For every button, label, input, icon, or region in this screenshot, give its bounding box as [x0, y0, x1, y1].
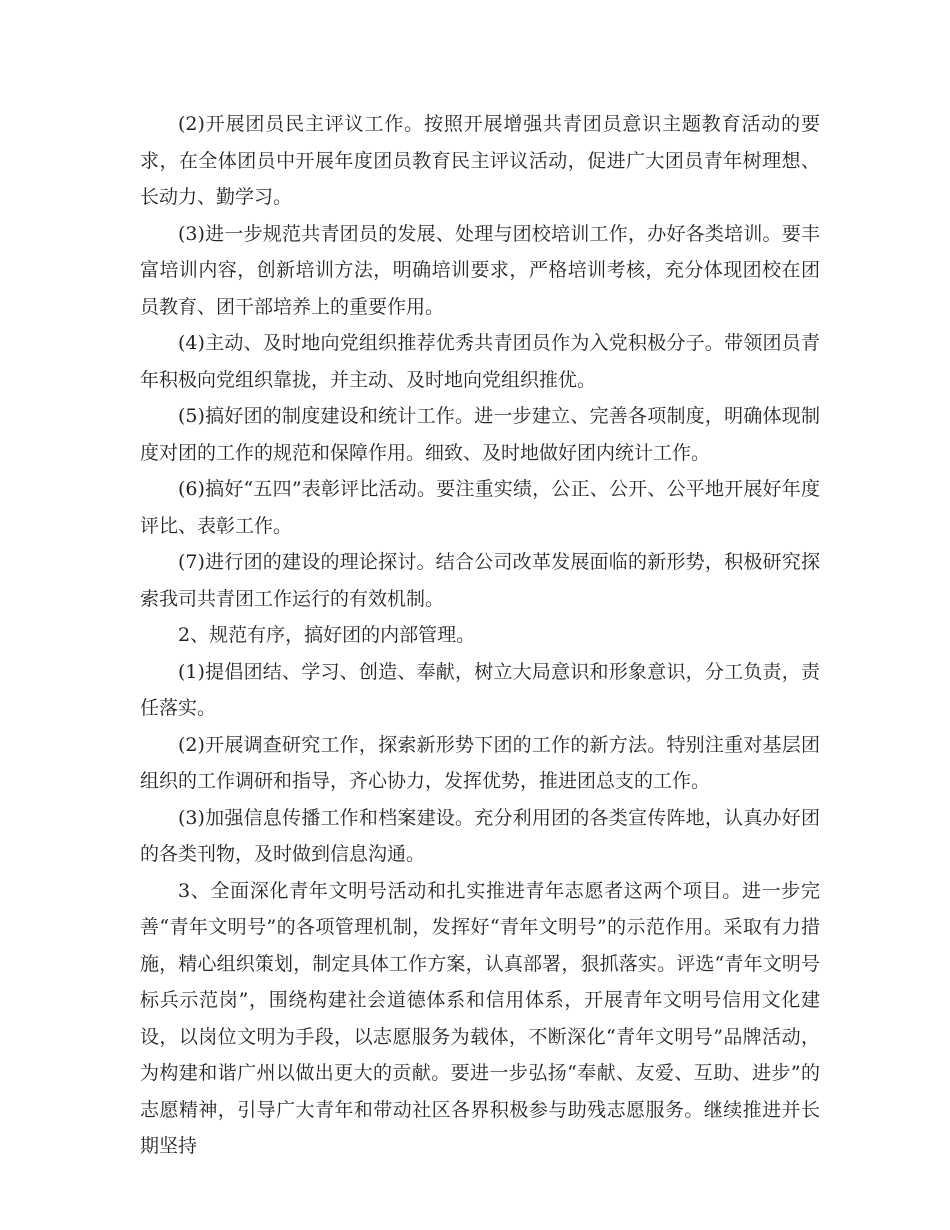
paragraph-3-3-information-archives: (3)加强信息传播工作和档案建设。充分利用团的各类宣传阵地，认真办好团的各类刊物，及时做到信息沟通。 — [140, 806, 820, 865]
paragraph-3-2-investigation: (2)开展调查研究工作，探索新形势下团的工作的新方法。特别注重对基层团组织的工作调研和指导，齐心协力，发挥优势，推进团总支的工作。 — [140, 733, 820, 792]
paragraph-2-7-theory-research: (7)进行团的建设的理论探讨。结合公司改革发展面临的新形势，积极研究探索我司共青团工作运行的有效机制。 — [140, 551, 820, 610]
paragraph-2-5-system-statistics: (5)搞好团的制度建设和统计工作。进一步建立、完善各项制度，明确体现制度对团的工作的规范和保障作用。细致、及时地做好团内统计工作。 — [140, 405, 820, 464]
paragraph-2-6-may-fourth-awards: (6)搞好“五四”表彰评比活动。要注重实绩，公正、公开、公平地开展好年度评比、表彰工作。 — [140, 478, 820, 537]
paragraph-2-4-party-recommendation: (4)主动、及时地向党组织推荐优秀共青团员作为入党积极分子。带领团员青年积极向党组织靠拢，并主动、及时地向党组织推优。 — [140, 332, 820, 391]
paragraph-2-3-training: (3)进一步规范共青团员的发展、处理与团校培训工作，办好各类培训。要丰富培训内容，创新培训方法，明确培训要求，严格培训考核，充分体现团校在团员教育、团干部培养上的重要作用。 — [140, 222, 820, 318]
document-body — [140, 106, 820, 1165]
section-heading-2-internal-management: 2、规范有序，搞好团的内部管理。 — [178, 624, 476, 646]
paragraph-2-2-democratic-review: (2)开展团员民主评议工作。按照开展增强共青团员意识主题教育活动的要求，在全体团员中开展年度团员教育民主评议活动，促进广大团员青年树理想、长动力、勤学习。 — [140, 113, 820, 208]
section-paragraph-3-youth-civilization: 3、全面深化青年文明号活动和扎实推进青年志愿者这两个项目。进一步完善“青年文明号”的各项管理机制，发挥好“青年文明号”的示范作用。采取有力措施，精心组织策划，制定具体工作方案，认真部署，狠抓落实。评选“青年文明号标兵示范岗”，围绕构建社会道德体系和信用体系，开展青年文明号信用文化建设，以岗位文明为手段，以志愿服务为载体，不断深化“青年文明号”品牌活动，为构建和谐广州以做出更大的贡献。要进一步弘扬“奉献、友爱、互助、进步”的志愿精神，引导广大青年和带动社区各界积极参与助残志愿服务。继续推进并长期坚持 — [140, 879, 820, 1157]
paragraph-3-1-unity: (1)提倡团结、学习、创造、奉献，树立大局意识和形象意识，分工负责，责任落实。 — [140, 660, 820, 719]
